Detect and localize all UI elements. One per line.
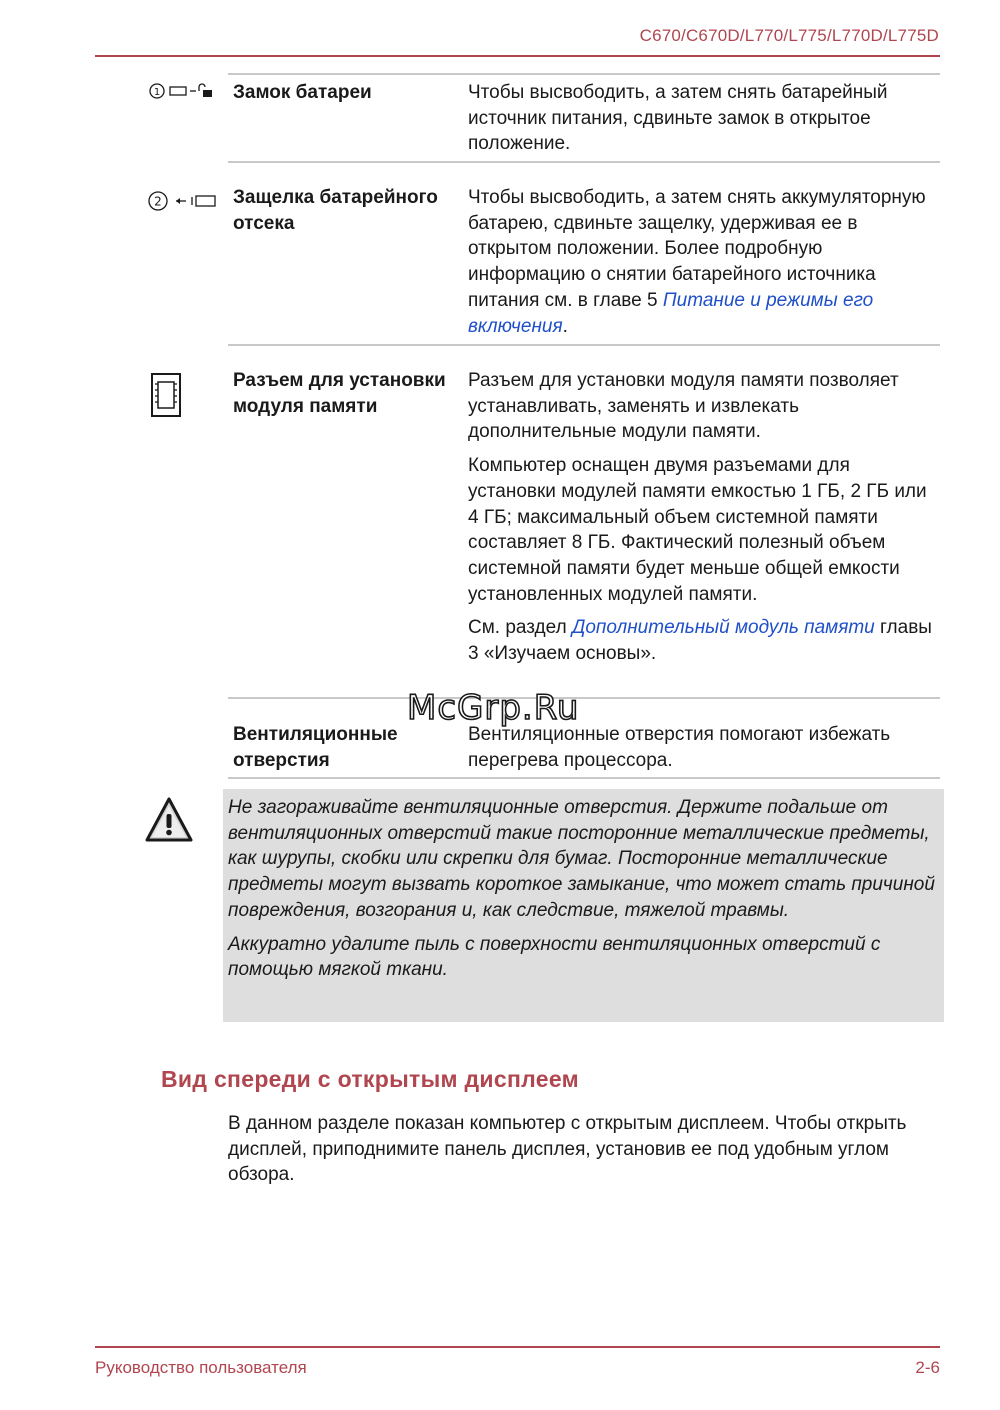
power-modes-link[interactable]: Питание и режимы его включения xyxy=(468,289,874,337)
footer-title: Руководство пользователя xyxy=(95,1358,307,1377)
table-row-divider xyxy=(228,73,940,75)
section-body: В данном разделе показан компьютер с открытым дисплеем. Чтобы открыть дисплей, приподнимите панель дисплея, установив ее под удобным углом обзора. xyxy=(228,1113,907,1186)
header-rule xyxy=(95,55,940,57)
row-description-text xyxy=(468,615,940,666)
svg-text:2: 2 xyxy=(154,194,162,209)
watermark: McGrp.Ru xyxy=(407,688,580,728)
row-label: Замок батареи xyxy=(233,82,372,103)
footer-rule xyxy=(95,1346,940,1348)
row-description-text: Разъем для установки модуля памяти позволяет устанавливать, заменять и извлекать дополнительные модули памяти. xyxy=(468,370,899,443)
row-label: Вентиляционные отверстия xyxy=(233,724,398,771)
page-number: 2-6 xyxy=(915,1358,940,1377)
row-label: Защелка батарейного отсека xyxy=(233,187,438,234)
row-description xyxy=(468,368,940,675)
row-description-text: Чтобы высвободить, а затем снять батарейный источник питания, сдвиньте замок в открытое положение. xyxy=(468,82,888,155)
memory-module-link[interactable]: Дополнительный модуль памяти xyxy=(571,617,875,639)
row-description-text: Компьютер оснащен двумя разъемами для установки модулей памяти емкостью 1 ГБ, 2 ГБ или 4 ГБ; максимальный объем системной памяти составляет 8 ГБ. Фактический полезный объем системной памяти будет меньше общей емкости установленных модулей памяти. xyxy=(468,455,927,605)
row-description xyxy=(468,80,940,165)
battery-latch-icon xyxy=(148,190,220,217)
warning-icon xyxy=(144,796,194,849)
svg-text:1: 1 xyxy=(153,87,161,98)
table-row-divider xyxy=(228,777,940,779)
document-model-header: C670/C670D/L770/L775/L770D/L775D xyxy=(639,26,939,45)
row-label: Разъем для установки модуля памяти xyxy=(233,370,446,417)
row-description-body: Чтобы высвободить, а затем снять аккумуляторную батарею, сдвиньте защелку, удерживая ее в открытом положении. Более подробную информацию о снятии батарейного источника питания см. в главе 5 xyxy=(468,187,926,311)
warning-paragraph: Аккуратно удалите пыль с поверхности вентиляционных отверстий с помощью мягкой ткани. xyxy=(228,933,881,981)
battery-lock-icon xyxy=(148,82,220,107)
row-description-text xyxy=(468,185,940,339)
section-title: Вид спереди с открытым дисплеем xyxy=(161,1066,579,1092)
row-description xyxy=(468,722,940,781)
see-section-prefix: См. раздел xyxy=(468,617,572,639)
table-row-divider xyxy=(228,344,940,346)
warning-note-text xyxy=(228,795,940,991)
table-row-divider xyxy=(228,697,940,699)
row-description-text: Вентиляционные отверстия помогают избежать перегрева процессора. xyxy=(468,724,891,771)
see-section-suffix: главы 3 «Изучаем основы». xyxy=(468,617,932,665)
row-description xyxy=(468,185,940,347)
warning-paragraph: Не загораживайте вентиляционные отверстия. Держите подальше от вентиляционных отверстий такие посторонние металлические предметы, как шурупы, скобки или скрепки для бумаг. Посторонние металлические предметы могут вызвать короткое замыкание, что может стать причиной повреждения, возгорания и, как следствие, тяжелой травмы. xyxy=(228,797,935,921)
memory-module-icon xyxy=(150,372,182,423)
table-row-divider xyxy=(228,161,940,163)
link-suffix: . xyxy=(562,315,568,337)
